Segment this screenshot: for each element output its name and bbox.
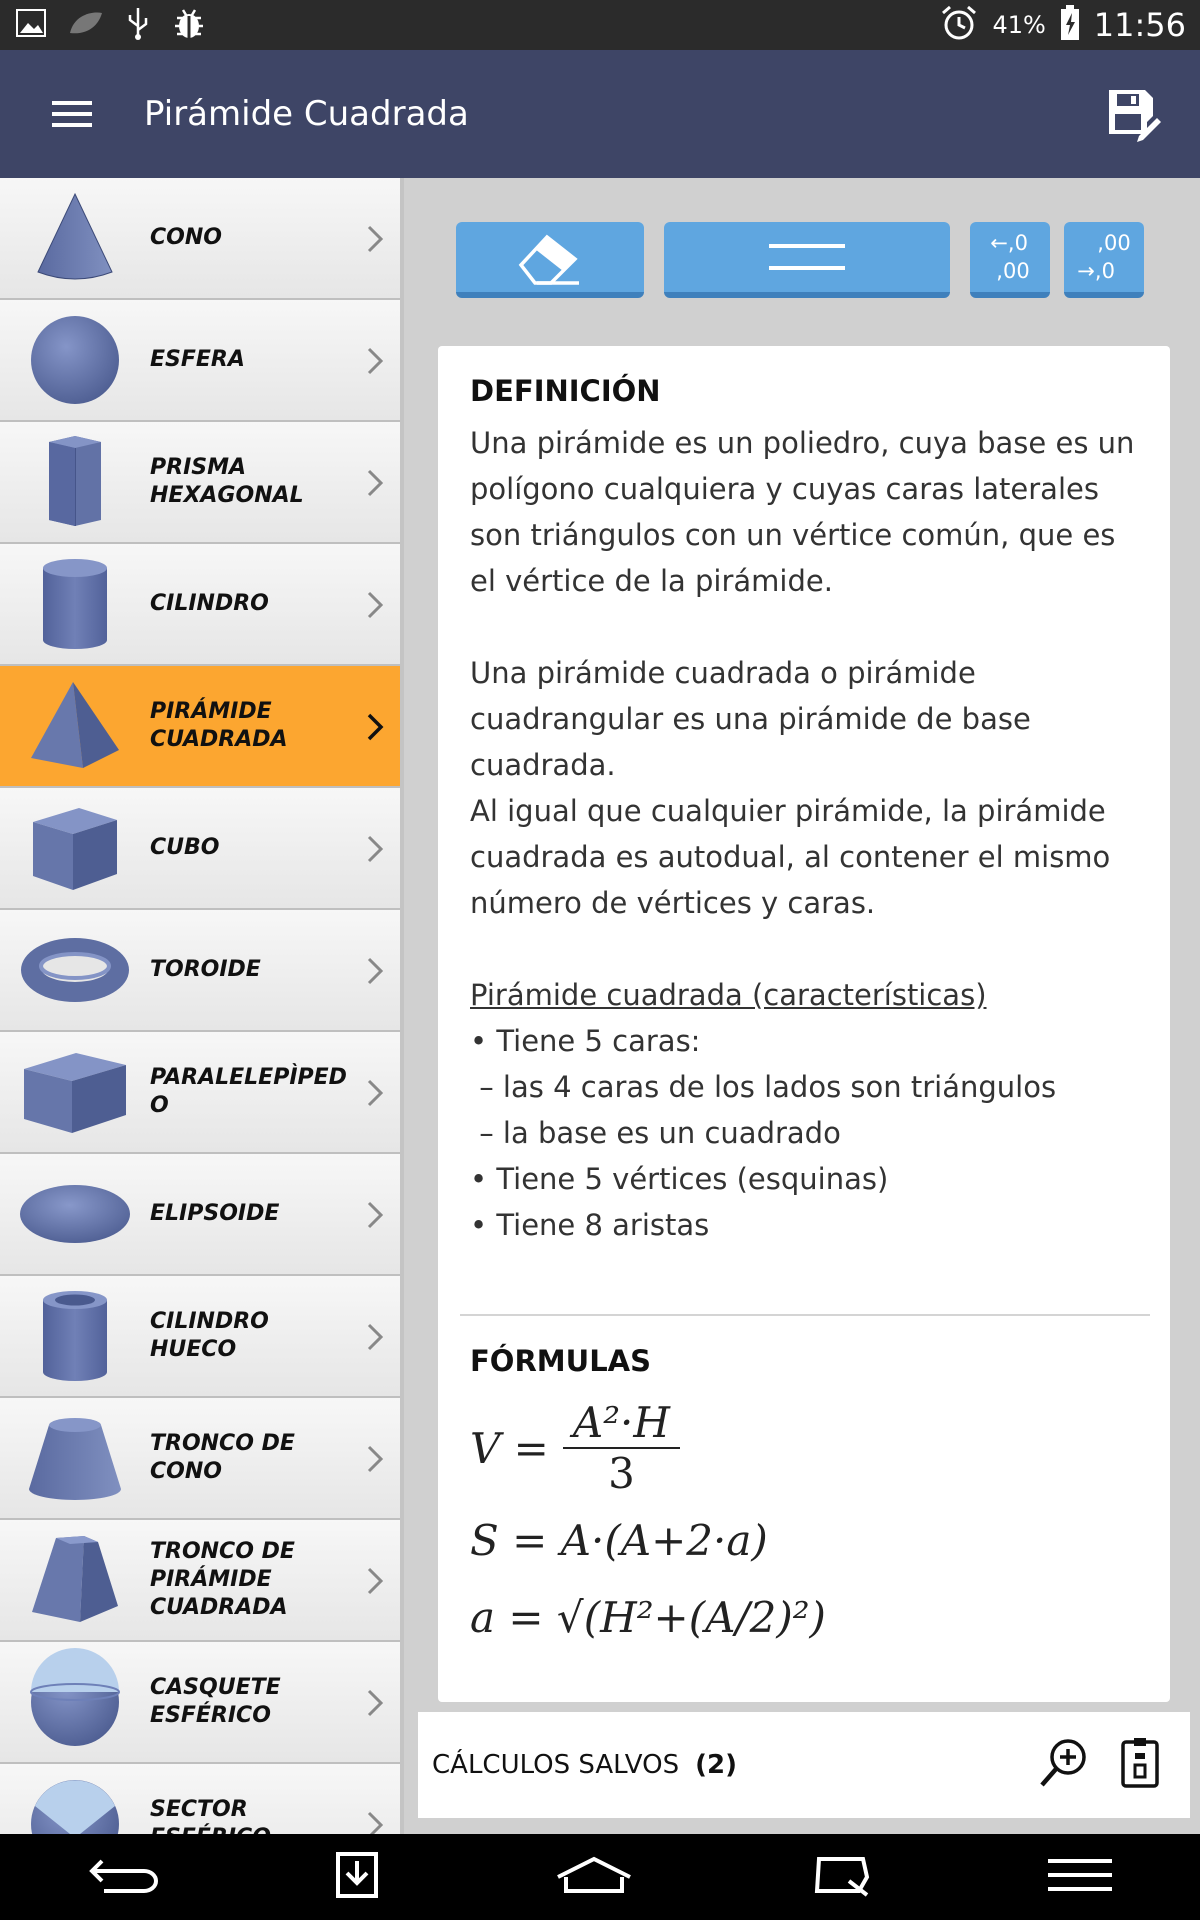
chevron-right-icon [366,300,384,422]
calc-toolbar [456,222,1144,298]
hexagonal-prism-icon [0,421,150,543]
decrease-decimals-top: ←,0 [990,231,1028,255]
cube-icon [0,787,150,909]
save-button[interactable] [1078,50,1188,178]
usb-icon [126,6,150,44]
definition-p3: Al igual que cualquier pirámide, la pirámide cuadrada es autodual, al contener el mismo número de vértices y caras. [470,794,1111,920]
feature-item: – la base es un cuadrado [470,1116,841,1150]
saved-calculations-label: CÁLCULOS SALVOS [432,1750,680,1780]
zoom-in-icon[interactable] [1038,1737,1090,1793]
chevron-right-icon [366,666,384,788]
shape-item-cubo[interactable] [0,788,400,910]
clock: 11:56 [1093,6,1186,44]
battery-charging-icon [1060,5,1080,45]
chevron-right-icon [366,1642,384,1764]
shape-item-casquete-esferico[interactable] [0,1642,400,1764]
shape-item-paralelepipedo[interactable] [0,1032,400,1154]
feature-item: – las 4 caras de los lados son triángulos [470,1070,1057,1104]
saved-calculations-bar[interactable] [418,1712,1190,1818]
debug-icon [172,6,206,44]
shape-item-prisma-hexagonal[interactable] [0,422,400,544]
increase-decimals-button[interactable] [1064,222,1144,298]
download-tray-icon[interactable] [335,1851,379,1903]
feature-item: • Tiene 8 aristas [470,1208,710,1242]
main-panel [400,178,1200,1834]
volume-lhs: V = [470,1423,549,1473]
shape-label: PARALELEPÌPED O [150,1065,347,1118]
chevron-right-icon [366,178,384,300]
leaf-notification-icon [68,9,104,41]
shape-label: PRISMA HEXAGONAL [150,455,304,508]
shape-label: TRONCO DE CONO [150,1431,295,1484]
truncated-pyramid-icon [0,1519,150,1641]
definition-title: DEFINICIÓN [470,374,661,408]
spherical-cap-icon [0,1641,150,1763]
shape-label: ELIPSOIDE [150,1201,280,1226]
battery-percent: 41% [992,11,1046,39]
chevron-right-icon [366,910,384,1032]
recent-apps-icon[interactable] [809,1853,873,1901]
chevron-right-icon [366,1398,384,1520]
definition-p2: Una pirámide cuadrada o pirámide cuadrangular es una pirámide de base cuadrada. [470,656,1031,782]
volume-formula [438,1398,1170,1498]
home-icon[interactable] [554,1855,634,1899]
shape-label: CASQUETE ESFÉRICO [150,1675,281,1728]
torus-icon [0,909,150,1031]
saved-calculations-count: (2) [695,1750,737,1780]
shape-item-piramide-cuadrada[interactable] [0,666,400,788]
truncated-cone-icon [0,1397,150,1519]
shape-label: CONO [150,225,222,250]
shape-label: TRONCO DE PIRÁMIDE CUADRADA [150,1539,295,1620]
volume-numerator: A²·H [563,1398,680,1449]
apothem-formula: a = √(H²+(A/2)²) [470,1593,826,1642]
chevron-right-icon [366,1520,384,1642]
image-notification-icon [16,9,46,41]
chevron-right-icon [366,1154,384,1276]
alarm-icon [940,5,978,45]
chevron-right-icon [366,422,384,544]
chevron-right-icon [366,544,384,666]
clear-button[interactable] [456,222,644,298]
decrease-decimals-button[interactable] [970,222,1050,298]
shape-item-cono[interactable] [0,178,400,300]
clipboard-icon[interactable] [1120,1737,1160,1793]
shape-label: TOROIDE [150,957,261,982]
features-title: Pirámide cuadrada (características) [470,978,987,1012]
shape-item-esfera[interactable] [0,300,400,422]
increase-decimals-bottom: →,0 [1077,259,1115,283]
page-title: Pirámide Cuadrada [144,94,469,134]
chevron-right-icon [366,788,384,910]
shape-label: CILINDRO HUECO [150,1309,269,1362]
back-icon[interactable] [88,1855,160,1899]
formulas-title: FÓRMULAS [470,1344,652,1378]
hollow-cylinder-icon [0,1275,150,1397]
feature-item: • Tiene 5 vértices (esquinas) [470,1162,889,1196]
shape-label: ESFERA [150,347,245,372]
shape-label: SECTOR [150,1797,248,1822]
shape-list [0,178,400,1834]
parallelepiped-icon [0,1031,150,1153]
equals-icon [769,242,845,272]
ellipsoid-icon [0,1153,150,1275]
shape-item-elipsoide[interactable] [0,1154,400,1276]
shape-item-cilindro-hueco[interactable] [0,1276,400,1398]
definition-p1: Una pirámide es un poliedro, cuya base es un polígono cualquiera y cuyas caras laterales son triángulos con un vértice común, que es el vértice de la pirámide. [470,426,1135,598]
chevron-right-icon [366,1276,384,1398]
eraser-icon [517,229,583,285]
status-bar [0,0,1200,50]
menu-lines-icon[interactable] [1048,1857,1112,1897]
menu-button[interactable] [0,50,144,178]
shape-item-toroide[interactable] [0,910,400,1032]
shape-label: CILINDRO [150,591,269,616]
decrease-decimals-bottom: ,00 [996,259,1030,283]
shape-label: CUBO [150,835,220,860]
shape-label: PIRÁMIDE CUADRADA [150,699,288,752]
hamburger-icon [52,99,92,129]
cylinder-icon [0,543,150,665]
increase-decimals-top: ,00 [1097,231,1131,255]
shape-item-tronco-de-piramide[interactable] [0,1520,400,1642]
surface-formula: S = A·(A+2·a) [470,1516,768,1565]
feature-item: • Tiene 5 caras: [470,1024,701,1058]
definition-text [438,420,1170,1248]
chevron-right-icon [366,1032,384,1154]
navigation-bar [0,1834,1200,1920]
square-pyramid-icon [0,665,150,787]
shape-item-cilindro[interactable] [0,544,400,666]
shape-item-tronco-de-cono[interactable] [0,1398,400,1520]
equals-button[interactable] [664,222,950,298]
save-edit-icon [1105,86,1161,142]
info-card [438,346,1170,1702]
cone-icon [0,177,150,299]
app-bar [0,50,1200,178]
sphere-icon [0,299,150,421]
volume-denominator: 3 [608,1449,635,1498]
